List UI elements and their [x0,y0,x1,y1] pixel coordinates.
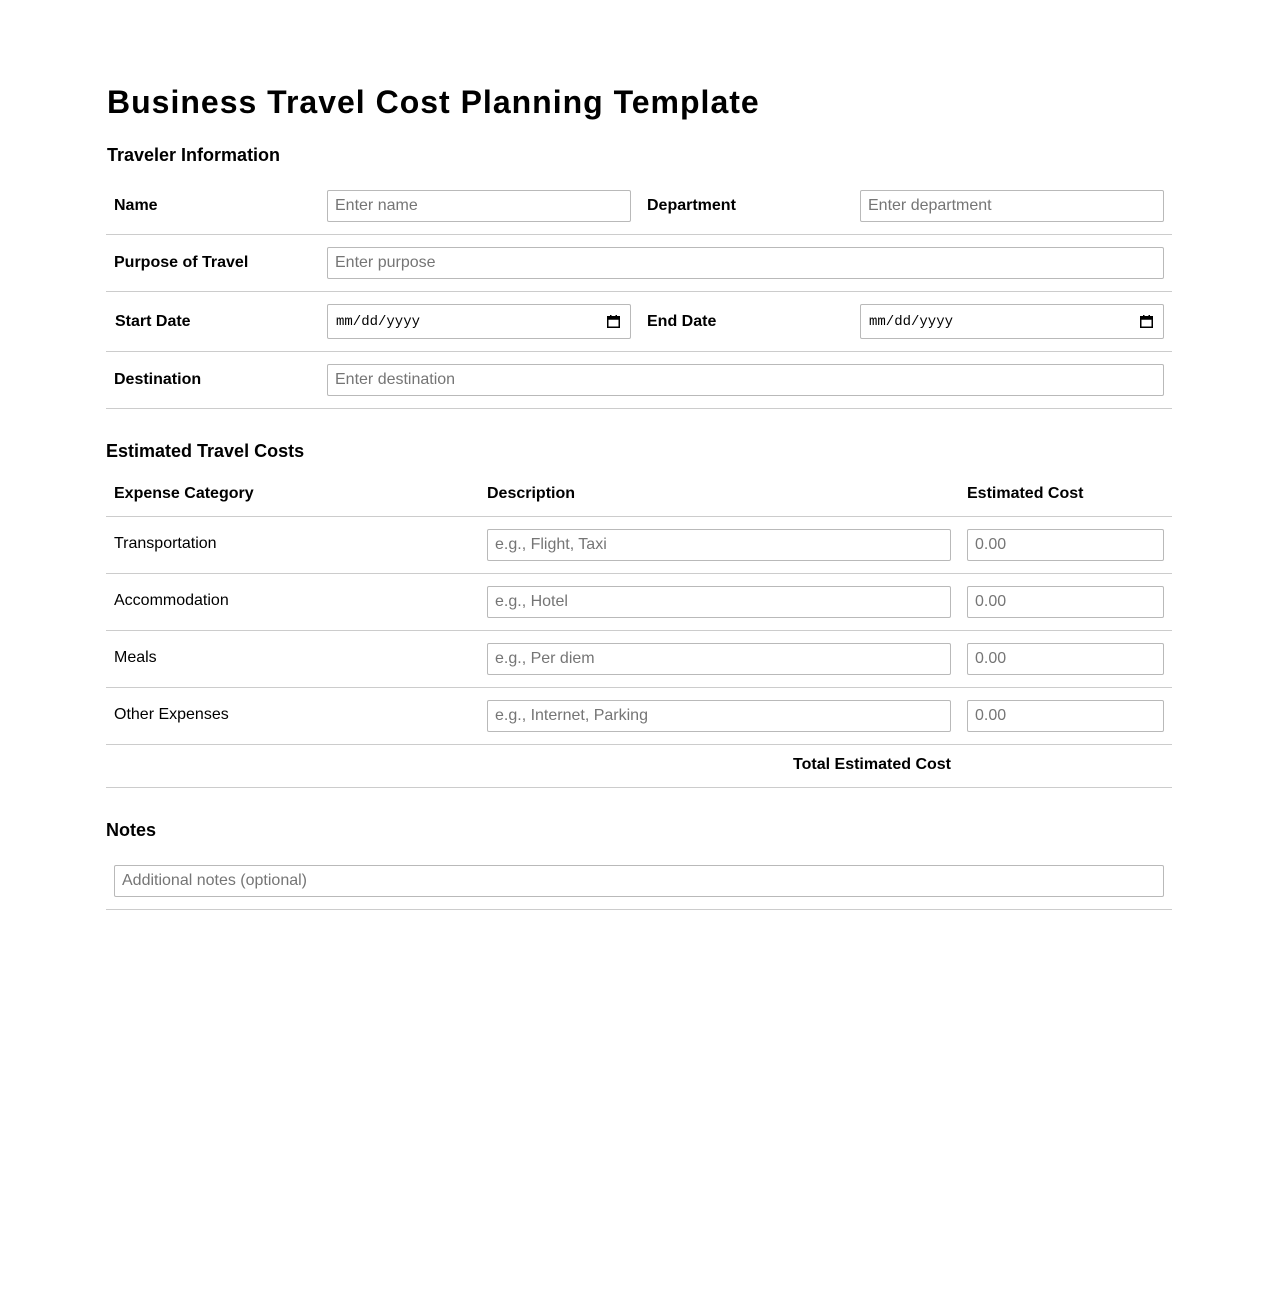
name-label: Name [114,197,158,214]
destination-input[interactable] [327,364,1164,396]
table-row [106,688,1172,745]
cost-input[interactable] [967,529,1164,561]
start-date-value: mm/dd/yyyy [336,314,421,330]
start-date-input[interactable] [327,304,631,339]
end-date-label: End Date [647,313,717,330]
costs-table-header [106,474,1172,517]
expense-category: Other Expenses [114,706,229,723]
column-header-description: Description [487,485,576,502]
cost-input[interactable] [967,700,1164,732]
traveler-row-destination [106,352,1172,409]
costs-heading: Estimated Travel Costs [106,441,305,461]
name-input[interactable] [327,190,631,222]
cost-input[interactable] [967,643,1164,675]
notes-input[interactable] [114,865,1164,897]
expense-category: Transportation [114,535,217,552]
description-input[interactable] [487,529,951,561]
department-input[interactable] [860,190,1164,222]
destination-label: Destination [114,371,202,388]
notes-row [106,853,1172,910]
total-row [106,745,1172,788]
traveler-row-name [106,178,1172,235]
calendar-icon[interactable] [1140,315,1153,328]
column-header-category: Expense Category [114,485,254,502]
expense-category: Meals [114,649,157,666]
start-date-label: Start Date [115,313,191,330]
traveler-row-dates [106,292,1172,352]
expense-category: Accommodation [114,592,229,609]
traveler-info-heading: Traveler Information [107,145,281,165]
department-label: Department [647,197,736,214]
table-row [106,517,1172,574]
purpose-label: Purpose of Travel [114,254,249,271]
notes-heading: Notes [106,820,157,840]
description-input[interactable] [487,643,951,675]
description-input[interactable] [487,700,951,732]
page-title: Business Travel Cost Planning Template [107,84,760,120]
description-input[interactable] [487,586,951,618]
cost-input[interactable] [967,586,1164,618]
table-row [106,574,1172,631]
purpose-input[interactable] [327,247,1164,279]
traveler-row-purpose [106,235,1172,292]
calendar-icon[interactable] [607,315,620,328]
column-header-cost: Estimated Cost [967,485,1084,502]
end-date-value: mm/dd/yyyy [869,314,954,330]
table-row [106,631,1172,688]
total-estimated-cost-label: Total Estimated Cost [793,756,951,773]
end-date-input[interactable] [860,304,1164,339]
